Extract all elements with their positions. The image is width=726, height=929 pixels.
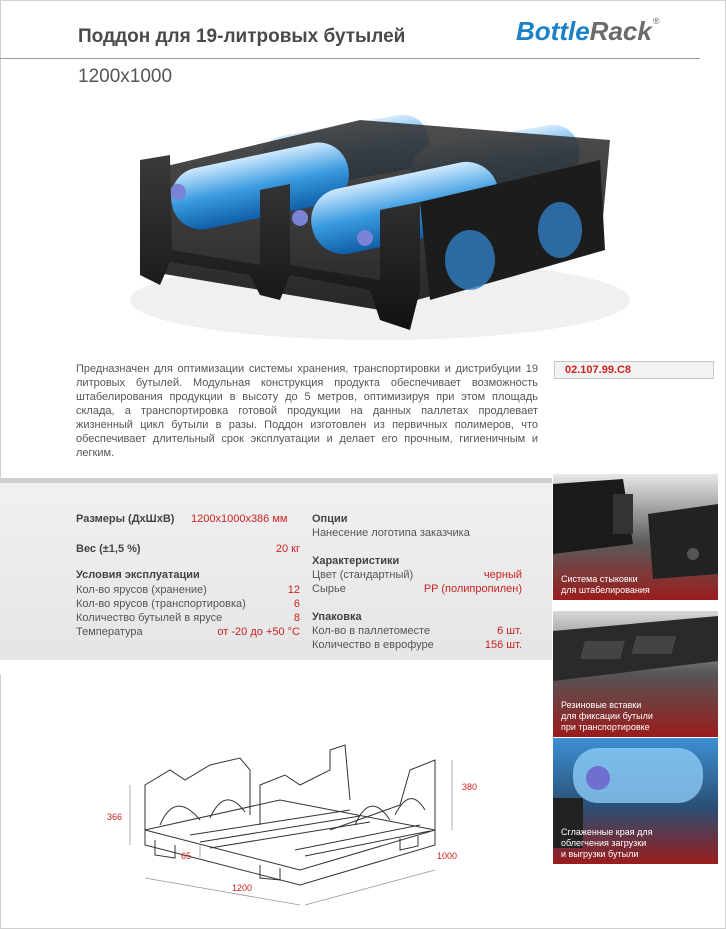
product-photo (110, 100, 630, 350)
product-description: Предназначен для оптимизации системы хранения, транспортировки и дистрибуции 19 литровых бутылей. Модульная конструкция продукта обеспечивает возможность штабелирования продукции в высоту до 5 метров, оптимизируя при этом площадь склада, а транспортировка готовой продукции на данных паллетах продлевает жизненный цикл бутыли в разы. Поддон изготовлен из первичных полимеров, что обеспечивает длительный срок эксплуатации и делает его прочным, гигиеничным и легким. (76, 363, 538, 459)
packaging-label-pallet: Кол-во в паллетоместе (312, 625, 431, 637)
feature-panel-rubber-inserts (553, 611, 718, 737)
logo-registered-mark: ® (652, 16, 660, 26)
dimensions-value: 1200x1000x386 мм (191, 513, 288, 525)
characteristic-label-color: Цвет (стандартный) (312, 569, 414, 581)
feature-docking-line2: для штабелирования (561, 585, 650, 595)
page-subtitle: 1200x1000 (78, 66, 173, 87)
condition-value-transport: 6 (293, 598, 300, 610)
condition-value-bottles: 8 (293, 612, 300, 624)
condition-label-transport: Кол-во ярусов (транспортировка) (76, 598, 246, 610)
condition-label-bottles: Количество бутылей в ярусе (76, 612, 223, 624)
characteristic-label-material: Сырье (312, 583, 346, 595)
logo-bottle-text: Bottle (516, 16, 590, 46)
dimension-65: 65 (181, 851, 192, 861)
characteristic-value-material: PP (полипропилен) (423, 583, 522, 595)
dimension-1200: 1200 (232, 883, 253, 893)
feature-rubber-line2: для фиксации бутыли (561, 711, 653, 721)
dimension-366: 366 (107, 812, 123, 822)
bottlerack-logo (516, 16, 659, 47)
feature-caption-smooth-edges (561, 827, 652, 860)
dimension-380: 380 (462, 782, 478, 792)
dimension-1000: 1000 (437, 851, 458, 861)
characteristics-title: Характеристики (312, 555, 400, 567)
feature-rubber-line1: Резиновые вставки (561, 700, 642, 710)
packaging-value-pallet: 6 шт. (497, 625, 522, 637)
characteristic-value-color: черный (483, 569, 522, 581)
page-title: Поддон для 19-литровых бутылей (78, 26, 406, 47)
weight-label: Вес (±1,5 %) (76, 543, 141, 555)
packaging-label-truck: Количество в еврофуре (312, 639, 434, 651)
feature-panel-smooth-edges (553, 738, 718, 864)
logo-rack-text: Rack (589, 16, 652, 46)
condition-value-storage: 12 (287, 584, 300, 596)
feature-docking-line1: Система стыковки (561, 574, 638, 584)
feature-smooth-line2: облегчения загрузки (561, 838, 647, 848)
options-text: Нанесение логотипа заказчика (312, 527, 470, 539)
feature-caption-rubber-inserts (561, 700, 653, 733)
conditions-title: Условия эксплуатации (76, 569, 200, 581)
condition-label-temperature: Температура (76, 626, 143, 638)
title-divider (0, 58, 700, 59)
product-code: 02.107.99.C8 (565, 364, 632, 376)
condition-label-storage: Кол-во ярусов (хранение) (76, 584, 207, 596)
weight-value: 20 кг (275, 543, 300, 555)
feature-caption-docking (561, 574, 650, 596)
packaging-value-truck: 156 шт. (484, 639, 522, 651)
feature-smooth-line1: Сглаженные края для (561, 827, 653, 837)
feature-panel-docking (553, 474, 718, 600)
feature-rubber-line3: при транспортировке (561, 722, 650, 732)
technical-drawing (100, 730, 480, 920)
packaging-title: Упаковка (312, 611, 362, 623)
condition-value-temperature: от -20 до +50 °C (217, 626, 300, 638)
dimensions-label: Размеры (ДхШхВ) (76, 513, 175, 525)
feature-smooth-line3: и выгрузки бутыли (561, 849, 639, 859)
product-code-box (554, 361, 714, 379)
options-title: Опции (312, 513, 348, 525)
